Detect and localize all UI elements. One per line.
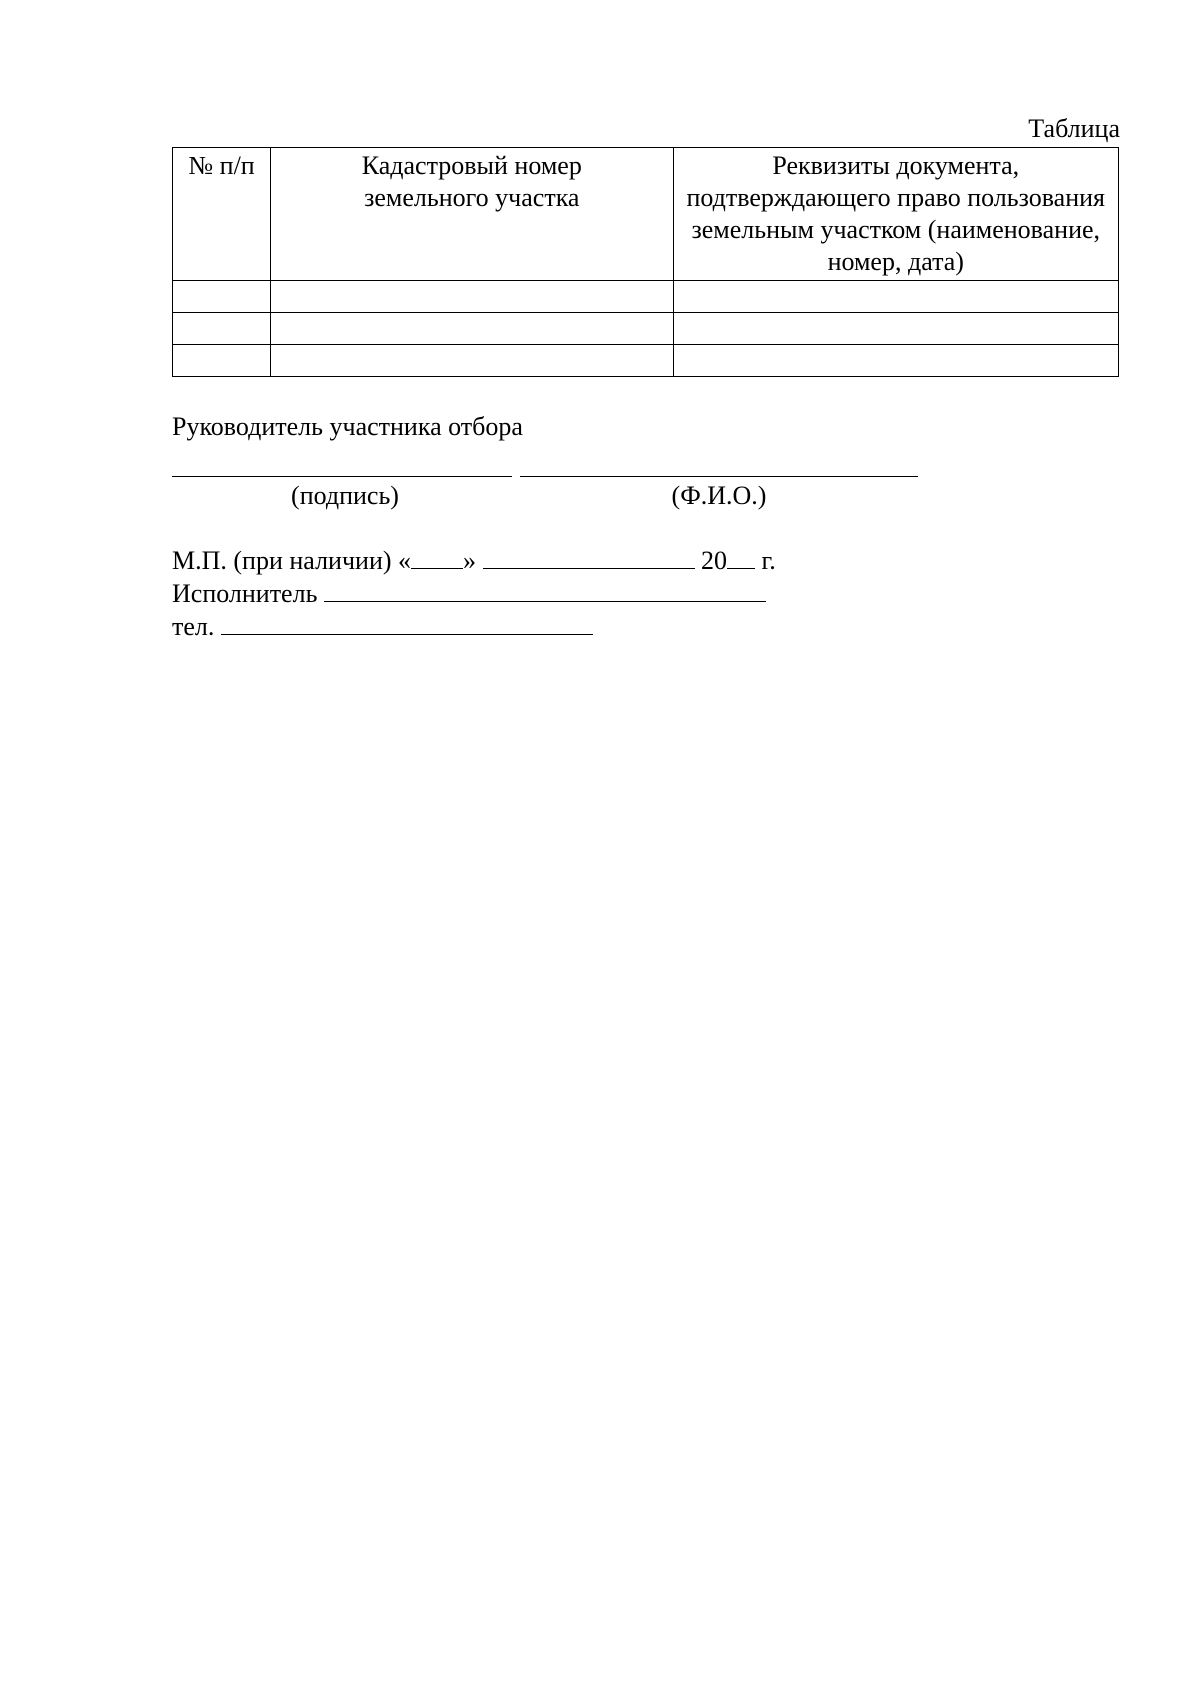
table-cell[interactable] [173,345,271,377]
header-row-number: № п/п [173,148,271,281]
executor-blank[interactable] [324,579,766,602]
executor-line [172,578,766,611]
year-prefix: 20 [701,546,728,575]
head-label: Руководитель участника отбора [172,412,523,441]
land-plots-table [172,147,1119,377]
fio-caption: (Ф.И.О.) [671,481,767,510]
table-row [173,313,1119,345]
executor-label: Исполнитель [172,579,318,608]
table-cell[interactable] [673,313,1118,345]
phone-line [172,611,593,644]
quote-close: » [463,546,477,575]
year-suffix: г. [755,546,776,575]
table-row [173,281,1119,313]
table-cell[interactable] [173,281,271,313]
table-row [173,345,1119,377]
table-header-row [173,148,1119,281]
day-blank[interactable] [411,546,463,569]
year-blank[interactable] [727,546,755,569]
table-cell[interactable] [271,345,673,377]
month-blank[interactable] [483,546,695,569]
signature-blank[interactable] [172,476,512,477]
table-cell[interactable] [271,313,673,345]
mp-label: М.П. (при наличии) « [172,546,412,575]
table-cell[interactable] [173,313,271,345]
header-document-details: Реквизиты документа, подтверждающего право пользования земельным участком (наименование, номер, дата) [673,148,1118,281]
table-cell[interactable] [271,281,673,313]
stamp-date-line [172,545,776,578]
table-cell[interactable] [673,281,1118,313]
header-cadastral-number: Кадастровый номер земельного участка [271,148,673,281]
table-caption: Таблица [1028,114,1120,143]
phone-label: тел. [172,612,215,641]
table-cell[interactable] [673,345,1118,377]
fio-blank[interactable] [520,476,918,477]
phone-blank[interactable] [221,612,593,635]
signature-caption: (подпись) [291,481,399,510]
